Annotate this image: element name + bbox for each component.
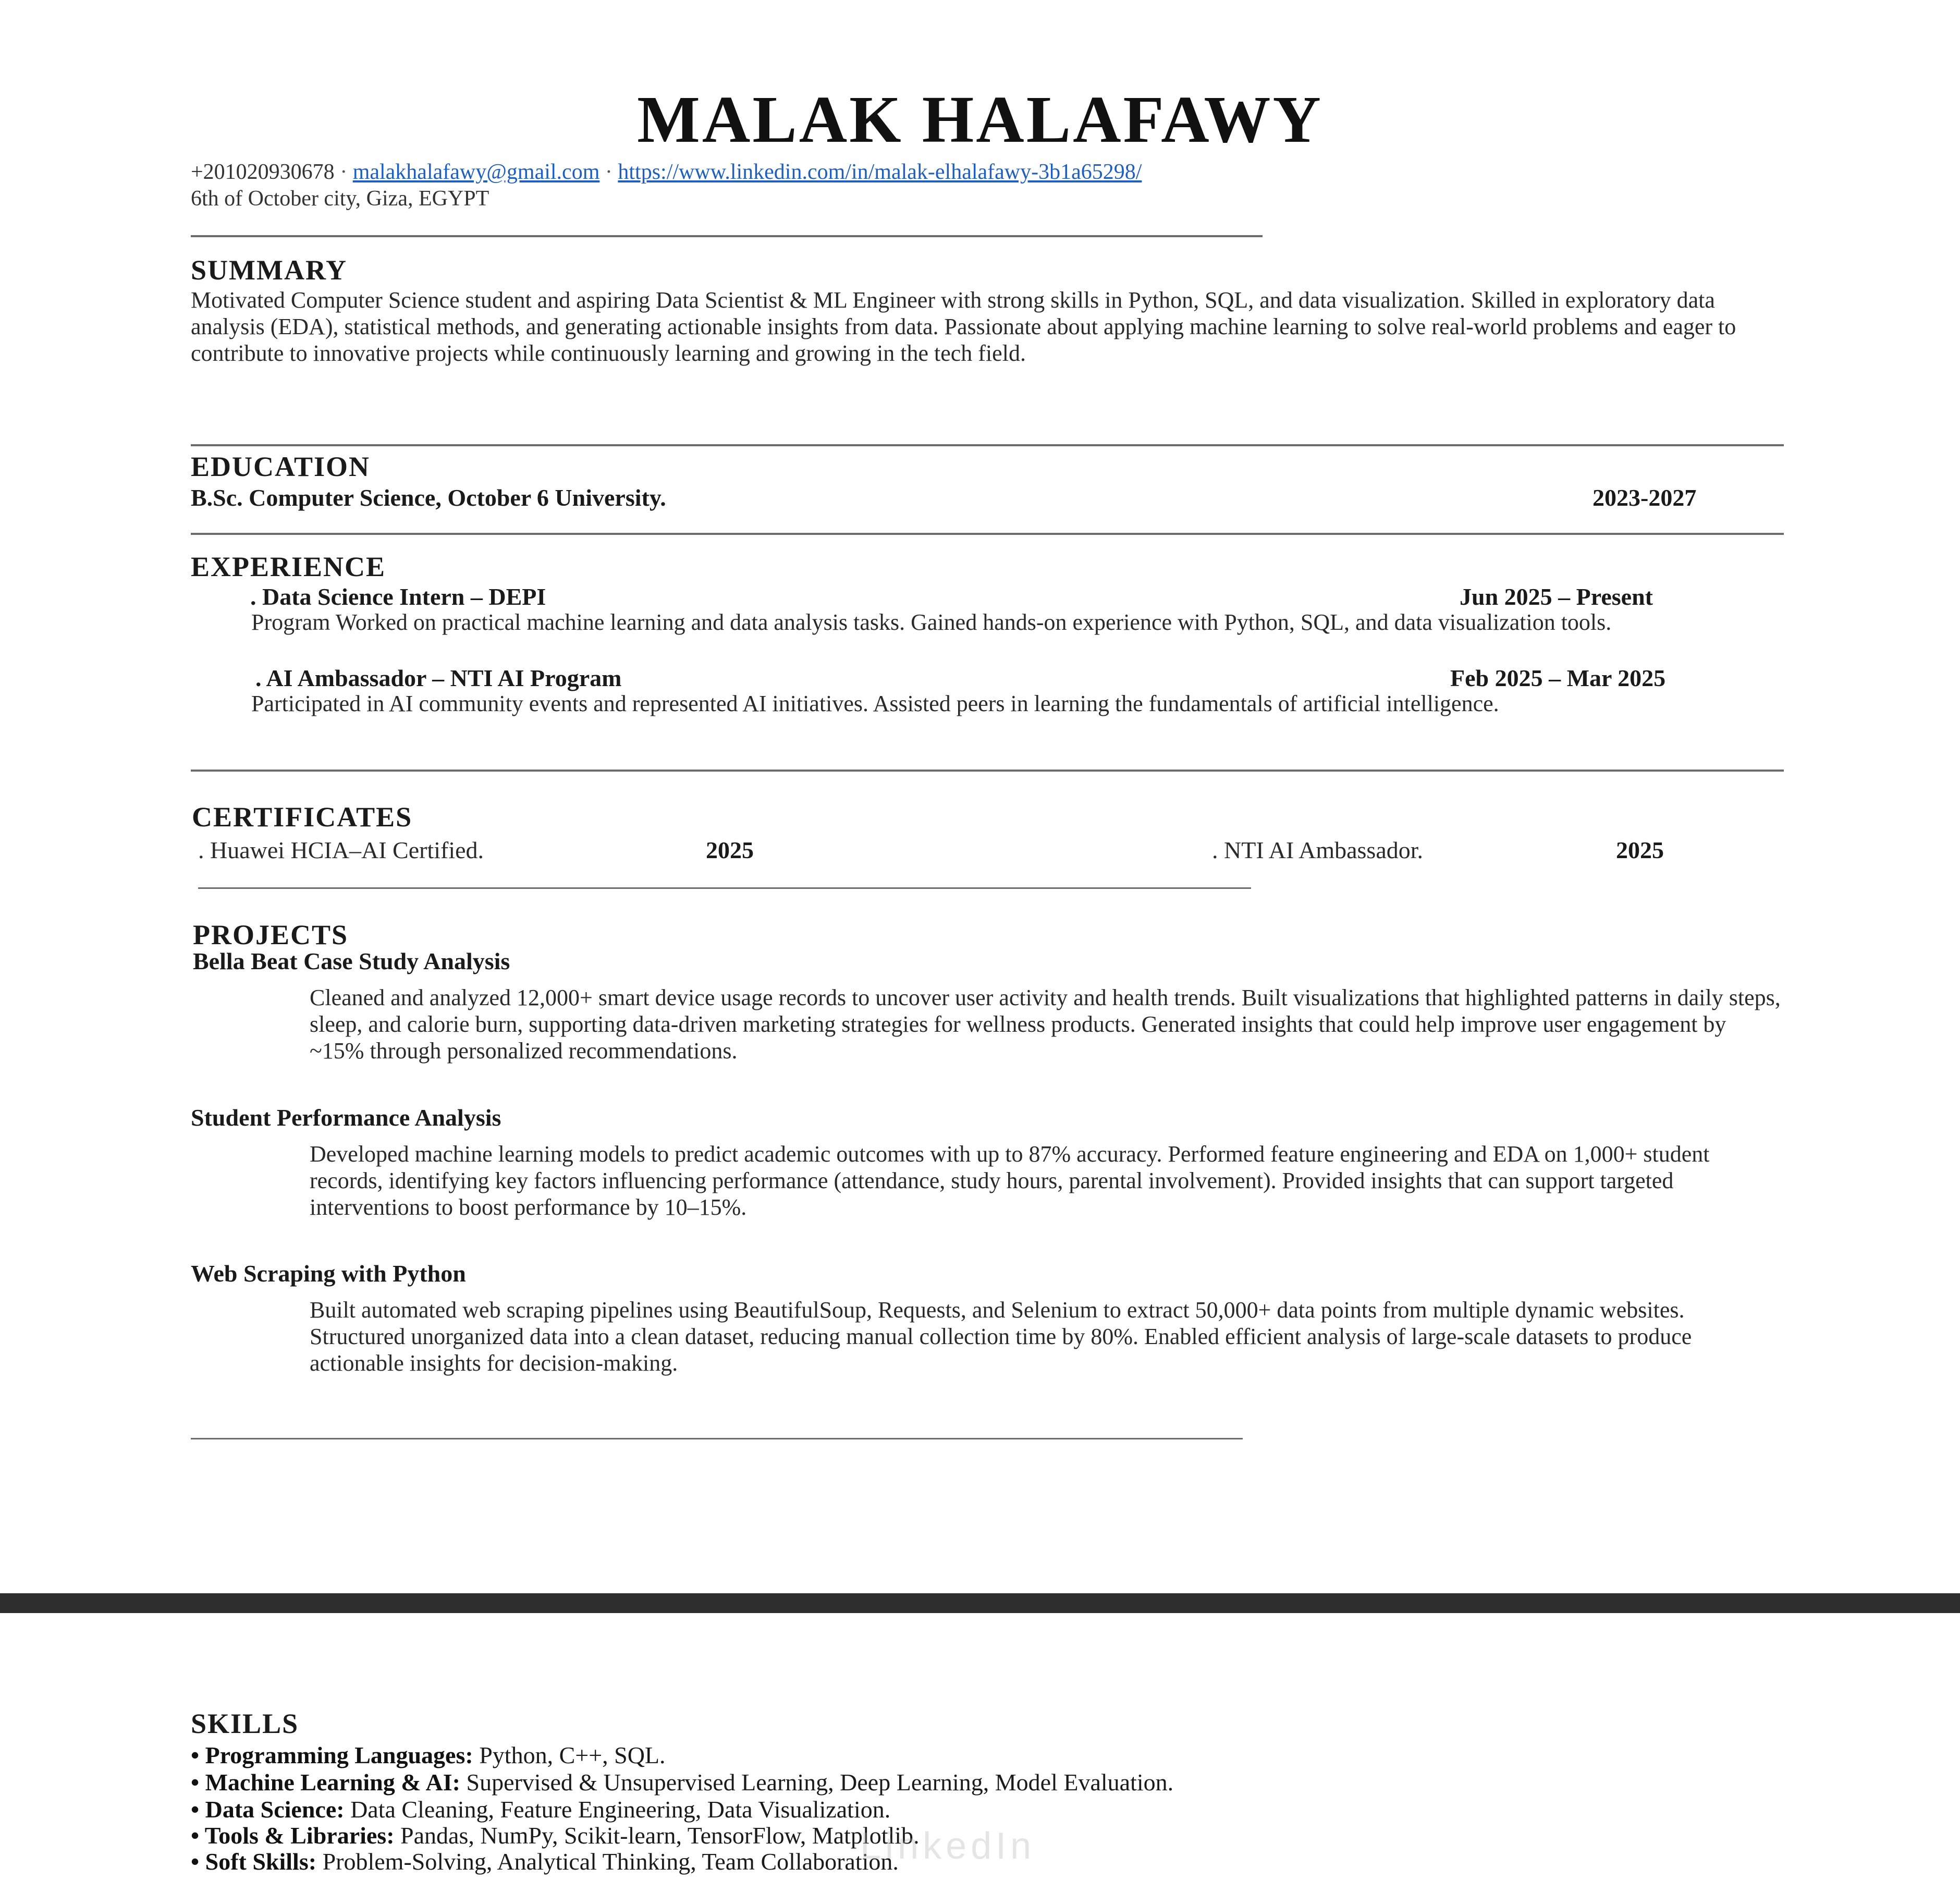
skill-item: [191, 1796, 890, 1823]
skill-label: • Machine Learning & AI:: [191, 1769, 460, 1796]
skill-label: • Programming Languages:: [191, 1742, 473, 1768]
contact-line: [191, 160, 1142, 185]
resume-name: MALAK HALAFAWY: [637, 82, 1323, 156]
skill-value: Problem-Solving, Analytical Thinking, Team Collaboration.: [316, 1848, 899, 1875]
summary-heading: SUMMARY: [191, 254, 348, 286]
certificates-heading: CERTIFICATES: [192, 801, 413, 833]
skill-item: [191, 1822, 920, 1849]
project-title: Web Scraping with Python: [191, 1260, 466, 1287]
experience-title: . AI Ambassador – NTI AI Program: [255, 665, 622, 691]
certificate-name: . NTI AI Ambassador.: [1212, 837, 1424, 863]
watermark: LinkedIn: [860, 1825, 1036, 1867]
skill-value: Data Cleaning, Feature Engineering, Data Visualization.: [344, 1796, 891, 1823]
section-divider: [191, 1438, 1243, 1439]
section-divider: [198, 887, 1251, 889]
experience-title: . Data Science Intern – DEPI: [250, 583, 546, 610]
experience-description: Participated in AI community events and represented AI initiatives. Assisted peers in learning the fundamentals of artificial intelligence.: [251, 691, 1499, 716]
skill-item: [191, 1741, 666, 1769]
section-divider: [191, 444, 1784, 446]
section-divider: [191, 533, 1784, 535]
certificate-year: 2025: [706, 837, 754, 863]
project-description: Built automated web scraping pipelines using BeautifulSoup, Requests, and Selenium to extract 50,000+ data points from multiple dynamic websites. Structured unorganized data into a clean dataset, reducing manual collection time by 80%. Enabled efficient analysis of large-scale datasets to produce actionable insights for decision-making.: [310, 1297, 1692, 1376]
address: 6th of October city, Giza, EGYPT: [191, 187, 489, 211]
project-title: Bella Beat Case Study Analysis: [193, 948, 510, 974]
phone-number: +201020930678: [191, 160, 335, 184]
skill-value: Python, C++, SQL.: [473, 1742, 666, 1768]
projects-heading: PROJECTS: [193, 919, 349, 950]
skills-heading: SKILLS: [191, 1708, 299, 1739]
project-title: Student Performance Analysis: [191, 1104, 501, 1131]
skill-value: Pandas, NumPy, Scikit-learn, TensorFlow, Matplotlib.: [394, 1822, 920, 1849]
certificate-name: . Huawei HCIA–AI Certified.: [198, 837, 484, 863]
skill-value: Supervised & Unsupervised Learning, Deep Learning, Model Evaluation.: [460, 1769, 1174, 1796]
skill-item: [191, 1768, 1173, 1796]
project-description: Cleaned and analyzed 12,000+ smart device usage records to uncover user activity and health trends. Built visualizations that highlighted patterns in daily steps, sleep, and calorie burn, supporting data-driven marketing strategies for wellness products. Generated insights that could help improve user engagement by ~15% through personalized recommendations.: [310, 985, 1781, 1064]
section-divider: [191, 235, 1263, 237]
experience-dates: Feb 2025 – Mar 2025: [1450, 665, 1666, 691]
experience-description: Program Worked on practical machine learning and data analysis tasks. Gained hands-on experience with Python, SQL, and data visualization tools.: [251, 609, 1612, 635]
separator: ·: [334, 160, 353, 184]
certificate-year: 2025: [1616, 837, 1664, 863]
summary-text: Motivated Computer Science student and aspiring Data Scientist & ML Engineer with strong skills in Python, SQL, and data visualization. Skilled in exploratory data analysis (EDA), statistical methods, and generating actionable insights from data. Passionate about applying machine learning to solve real-world problems and eager to contribute to innovative projects while continuously learning and growing in the tech field.: [191, 287, 1736, 366]
education-degree: B.Sc. Computer Science, October 6 University.: [191, 484, 666, 511]
education-years: 2023-2027: [1592, 484, 1697, 511]
skill-item: [191, 1848, 899, 1875]
separator: ·: [599, 160, 618, 184]
project-description: Developed machine learning models to predict academic outcomes with up to 87% accuracy. Performed feature engineering and EDA on 1,000+ student records, identifying key factors influencing performance (attendance, study hours, parental involvement). Provided insights that can support targeted interventions to boost performance by 10–15%.: [310, 1141, 1710, 1220]
page-break-bar: [0, 1593, 1960, 1613]
experience-heading: EXPERIENCE: [191, 551, 386, 582]
skill-label: • Tools & Libraries:: [191, 1822, 395, 1849]
skill-label: • Data Science:: [191, 1796, 345, 1823]
skill-label: • Soft Skills:: [191, 1848, 317, 1875]
linkedin-link[interactable]: https://www.linkedin.com/in/malak-elhalafawy-3b1a65298/: [618, 160, 1142, 184]
experience-dates: Jun 2025 – Present: [1460, 583, 1653, 610]
section-divider: [191, 770, 1784, 772]
education-heading: EDUCATION: [191, 451, 371, 482]
email-link[interactable]: malakhalafawy@gmail.com: [352, 160, 600, 184]
